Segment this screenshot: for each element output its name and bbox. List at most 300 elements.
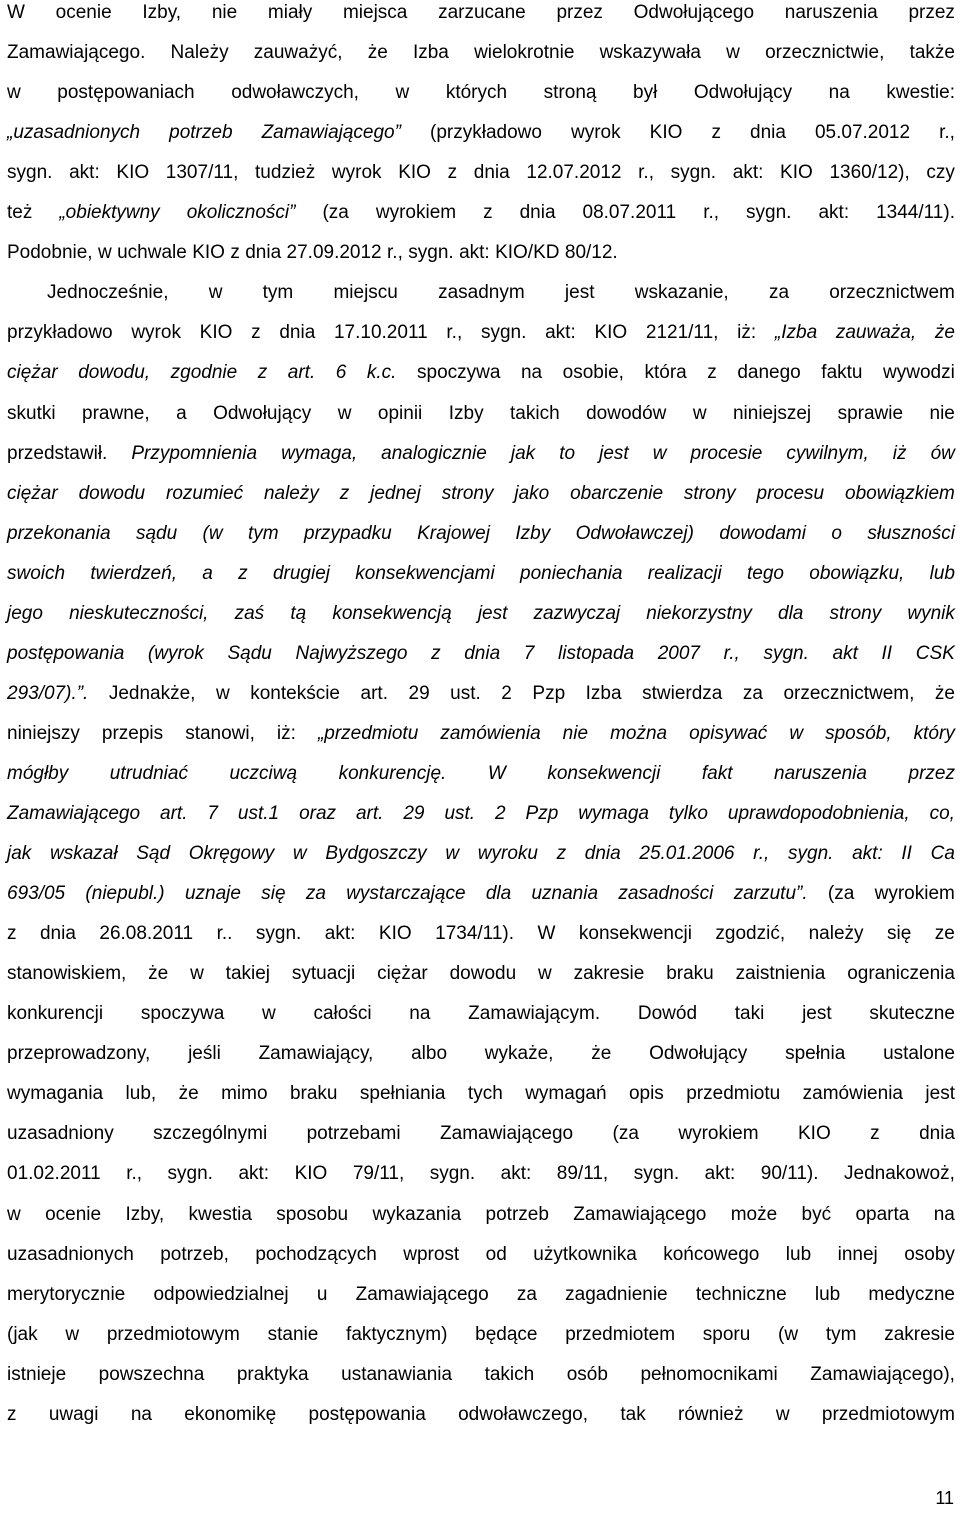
word: swoich [7,562,66,584]
word: utrudniać [109,762,188,784]
word: potrzeb, [160,1243,229,1265]
word: wymaga [578,803,649,824]
word: Odwołującego [633,2,755,23]
word: że [367,42,388,64]
word: dnia [39,923,76,945]
word: uczciwą [229,762,298,784]
word: należy [263,482,319,504]
word: ze [934,923,955,945]
word: dnia [473,162,510,184]
text-line [7,200,955,226]
word: z [711,122,721,144]
word: spełnia [785,1043,846,1065]
word: na [828,82,850,104]
word: Zamawiającego” [261,122,401,144]
text-line [7,1242,955,1268]
word: KIO [199,322,233,344]
word: miały [267,2,313,23]
word: tych [467,1083,503,1105]
word: zasadnym [438,282,525,304]
word: u [316,1283,328,1305]
word: stroną [543,82,597,104]
word: naruszenia [774,762,867,784]
word: KIO [594,322,628,344]
word: konsekwencjami [355,562,495,584]
word: nie [211,2,238,23]
word: merytorycznie [7,1283,126,1305]
word: sposób, [825,722,892,744]
word: Izby, [142,2,182,23]
word: jest [925,1083,955,1105]
word: akt: [459,242,490,264]
word: Pzp [525,803,559,824]
word: że [591,1043,612,1065]
word: kwestia [188,1203,252,1225]
word: zarzucane [438,2,526,23]
word: 293/07).”. [7,682,89,704]
word: ust. [444,803,476,824]
word: sygn. [633,1163,680,1185]
word: że [178,1083,199,1105]
word: 1734/11). [435,923,515,945]
word: uznania [531,883,599,905]
word: za [305,883,326,905]
word: Sąd [136,843,171,865]
word: w [538,963,552,985]
word: 80/12. [564,242,618,264]
word: zauważyć, [253,42,343,64]
word: przykładowo [7,322,113,344]
word: 90/11). [760,1163,819,1185]
word: przez [908,2,955,23]
word: akt: [238,1163,270,1185]
word: jako [514,482,550,504]
text-line [7,0,955,26]
word: z [707,362,717,384]
word: innej [837,1243,878,1265]
text-line [47,280,955,306]
word: realizacji [647,562,722,584]
word: osoby [904,1243,955,1265]
word: opinii [377,402,423,424]
word: Pzp [532,682,566,704]
word: skuteczne [869,1003,955,1025]
word: zgodzić, [715,923,786,945]
word: naruszenia [784,2,878,23]
word: a [176,402,187,424]
word: wystarczające [346,883,466,905]
word: może [730,1203,778,1225]
word: W [7,2,25,23]
word: Okręgowy [188,843,275,865]
word: zamówienia [440,722,541,744]
word: dowodu [449,963,517,985]
word: w [65,1323,80,1345]
word: przedmiotem [565,1323,676,1345]
word: akt: [704,1163,736,1185]
word: (niepubl.) [85,883,165,905]
word: praktyka [236,1363,309,1385]
word: konkurencję. [338,762,447,784]
word: taki [734,1003,765,1025]
word: r.. [216,923,233,945]
word: 79/11, [352,1163,405,1185]
word: wymagań [525,1083,607,1105]
word: analogicznie [381,442,487,464]
word: W [537,923,556,945]
word: Izby, [125,1203,165,1225]
word: Należy [170,42,229,64]
word: z [7,1403,17,1425]
word: KIO [294,1163,328,1185]
word: sygn. [408,242,454,264]
text-line [7,1081,955,1107]
text-line [7,721,955,747]
word: będące [475,1323,538,1345]
word: w [208,282,223,304]
word: konkurencji [7,1003,104,1025]
word: (w [778,1323,799,1345]
word: tym [262,282,294,304]
word: sygn. [763,642,809,664]
word: wskazywała [599,42,701,64]
word: jednej [370,482,421,504]
word: II [881,642,893,664]
word: od [485,1243,507,1265]
word: faktu [821,362,863,384]
word: dowodami [719,522,806,544]
word: za [768,282,790,304]
word: zazwyczaj [533,602,621,624]
word: wskazanie, [634,282,729,304]
word: która [644,362,687,384]
word: ekonomikę [184,1403,277,1425]
word: jest [599,442,629,464]
word: Ca [930,843,955,865]
word: w [395,82,410,104]
word: jest [802,1003,832,1025]
word: tak [620,1403,646,1425]
word: w [97,242,112,264]
word: ustanawiania [341,1363,453,1385]
word: braku [289,1083,338,1105]
text-line [7,360,955,386]
word: sposobu [276,1203,349,1225]
text-line [7,561,955,587]
word: Izby [515,522,551,544]
text-line [7,160,955,186]
word: ust.1 [237,803,280,824]
word: z [339,482,350,504]
word: r., [387,242,403,264]
word: Izby [448,402,484,424]
word: zamówienia [802,1083,903,1105]
word: jego [7,602,43,624]
word: wyrokiem [375,202,457,224]
word: także [909,42,955,64]
text-line [7,921,955,947]
word: strony [683,482,736,504]
word: Podobnie, [7,242,93,264]
word: tym [248,522,279,544]
word: osobie, [562,362,624,384]
word: KIO/KD [495,242,560,264]
word: Zamawiającym. [468,1003,601,1025]
word: art. [287,362,316,384]
word: orzecznictwem [829,282,955,304]
word: jeśli [188,1043,221,1065]
word: z [238,562,248,584]
word: w [445,843,460,865]
text-line [7,80,955,106]
word: dnia [750,122,786,144]
word: procesu [756,482,825,504]
text-line [7,601,955,627]
text-line [7,881,955,907]
word: a [202,562,213,584]
word: dowodów [586,402,667,424]
word: 1360/12), [829,162,910,184]
word: iż: [276,722,296,744]
word: r., [723,642,740,664]
word: obarczenie [570,482,664,504]
word: akt: [818,202,850,224]
word: braku [666,963,714,985]
word: niniejszej [732,402,812,424]
word: procesie [690,442,763,464]
word: ów [930,442,955,464]
word: końcowego [663,1243,760,1265]
text-line [7,761,955,787]
text-line [7,801,955,827]
word: Najwyższego [295,642,408,664]
word: tą [290,602,307,624]
text-line [7,1202,955,1228]
word: w [215,682,230,704]
word: 1344/11). [876,202,955,224]
word: osób [566,1363,608,1385]
word: na [130,1403,152,1425]
word: (za [827,883,855,905]
word: obowiązkiem [845,482,955,504]
word: lub, [125,1083,157,1105]
word: Zamawiającego. [7,42,146,64]
word: wyrok [571,122,621,144]
word: faktycznym) [346,1323,448,1345]
word: sygn. [670,162,717,184]
word: Krajowej [417,522,490,544]
word: (przykładowo [430,122,542,144]
word: zgodnie [170,362,238,384]
word: sygn. [167,1163,213,1185]
word: z [447,162,458,184]
word: konsekwencją [332,602,452,624]
word: twierdzeń, [90,562,177,584]
word: dla [485,883,512,905]
word: 2007 [657,642,700,664]
word: w [337,402,352,424]
word: z [870,1123,880,1145]
word: orzecznictwem, [783,682,915,704]
word: medyczne [868,1283,955,1305]
word: ciężar [7,482,58,504]
word: nie [562,722,589,744]
word: Zamawiający, [258,1043,374,1065]
word: tudzież [255,162,316,184]
word: przedmiotowym [821,1403,955,1425]
word: listopada [558,642,635,664]
word: Izba [585,682,622,704]
word: też [7,202,33,224]
word: wywodzi [883,362,955,384]
word: 89/11, [556,1163,609,1185]
word: (w [202,522,223,544]
word: uzasadnionych [7,1243,134,1265]
word: ust. [450,682,481,704]
word: 17.10.2011 [333,322,428,344]
word: lub [814,1283,841,1305]
word: akt: [732,162,764,184]
word: odpowiedzialnej [153,1283,289,1305]
word: istnieje [7,1363,67,1385]
word: art. [355,803,384,824]
word: w [292,843,307,865]
word: (wyrok [147,642,204,664]
word: na [933,1203,955,1225]
text-line [7,1402,955,1428]
word: Jednakże, [108,682,196,704]
text-line [7,1001,955,1027]
word: 26.08.2011 [99,923,194,945]
word: jak [7,843,32,865]
word: to [559,442,576,464]
word: KIO [780,162,813,184]
word: wielokrotnie [474,42,575,64]
word: konsekwencji [547,762,661,784]
text-line [7,1322,955,1348]
word: się [887,923,912,945]
word: wyrok [331,162,382,184]
text-line [7,481,955,507]
word: się [261,883,286,905]
word: sprawie [837,402,904,424]
word: spoczywa [140,1003,225,1025]
text-line [7,320,955,346]
word: 6 [335,362,347,384]
word: mógłby [7,762,69,784]
word: 7 [523,642,535,664]
word: w [692,402,707,424]
word: Dowód [637,1003,698,1025]
word: w [262,1003,276,1025]
word: Jednocześnie, [47,282,169,304]
word: wskazał [49,843,118,865]
word: Zamawiającego [355,1283,489,1305]
word: szczególnymi [153,1123,268,1145]
word: odwoławczych, [231,82,359,104]
word: lub [929,562,955,584]
word: Zamawiającego [440,1123,574,1145]
word: 12.07.2012 [526,162,622,184]
word: stwierdza [642,682,723,704]
word: wymaga, [281,442,358,464]
word: r., [446,322,463,344]
word: „obiektywny [59,202,160,224]
word: miejsca [342,2,408,23]
word: spoczywa [417,362,501,384]
word: uznaje [184,883,241,905]
word: potrzeb [485,1203,549,1225]
word: r., [638,162,654,184]
word: również [678,1403,744,1425]
word: oparta [855,1203,910,1225]
word: r., [126,1163,143,1185]
word: ustalone [883,1043,955,1065]
word: akt: [69,162,100,184]
text-line [7,1161,955,1187]
word: dla [778,602,804,624]
word: nieskuteczności, [69,602,209,624]
word: 2 [495,803,506,824]
word: użytkownika [533,1243,637,1265]
word: za [516,1283,537,1305]
word: sygn. [255,923,302,945]
word: dnia [279,322,316,344]
word: całości [313,1003,372,1025]
word: Odwołujący [213,402,312,424]
word: art. [160,803,188,824]
word: powszechna [98,1363,205,1385]
word: rozumieć [166,482,244,504]
word: Zamawiającego [573,1203,707,1225]
word: 2121/11, [645,322,719,344]
word: których [445,82,508,104]
word: lub [785,1243,812,1265]
word: przekonania [7,522,111,544]
word: „Izba [774,322,818,344]
word: KIO [378,923,412,945]
word: wprost [403,1243,460,1265]
word: uzasadniony [7,1123,114,1145]
word: techniczne [695,1283,787,1305]
word: Sądu [227,642,272,664]
word: wyrok [131,322,181,344]
word: iż: [737,322,757,344]
word: kwestie: [886,82,955,104]
word: ciężar [7,362,58,384]
word: Izba [412,42,449,64]
word: być [801,1203,832,1225]
word: 08.07.2011 [582,202,677,224]
word: takich [510,402,560,424]
word: niniejszy [7,722,80,744]
word: w [775,1403,790,1425]
word: fakt [701,762,733,784]
word: tylko [668,803,708,824]
word: akt: [500,1163,532,1185]
word: „uzasadnionych [7,122,141,144]
word: uprawdopodobnienia, [727,803,910,824]
word: z [431,642,441,664]
word: opis [628,1083,664,1105]
word: Odwołujący [649,1043,748,1065]
word: pochodzących [255,1243,377,1265]
word: sądu [135,522,178,544]
word: strony [829,602,882,624]
word: w [7,82,21,104]
word: dnia [919,1123,955,1145]
text-line [7,441,955,467]
